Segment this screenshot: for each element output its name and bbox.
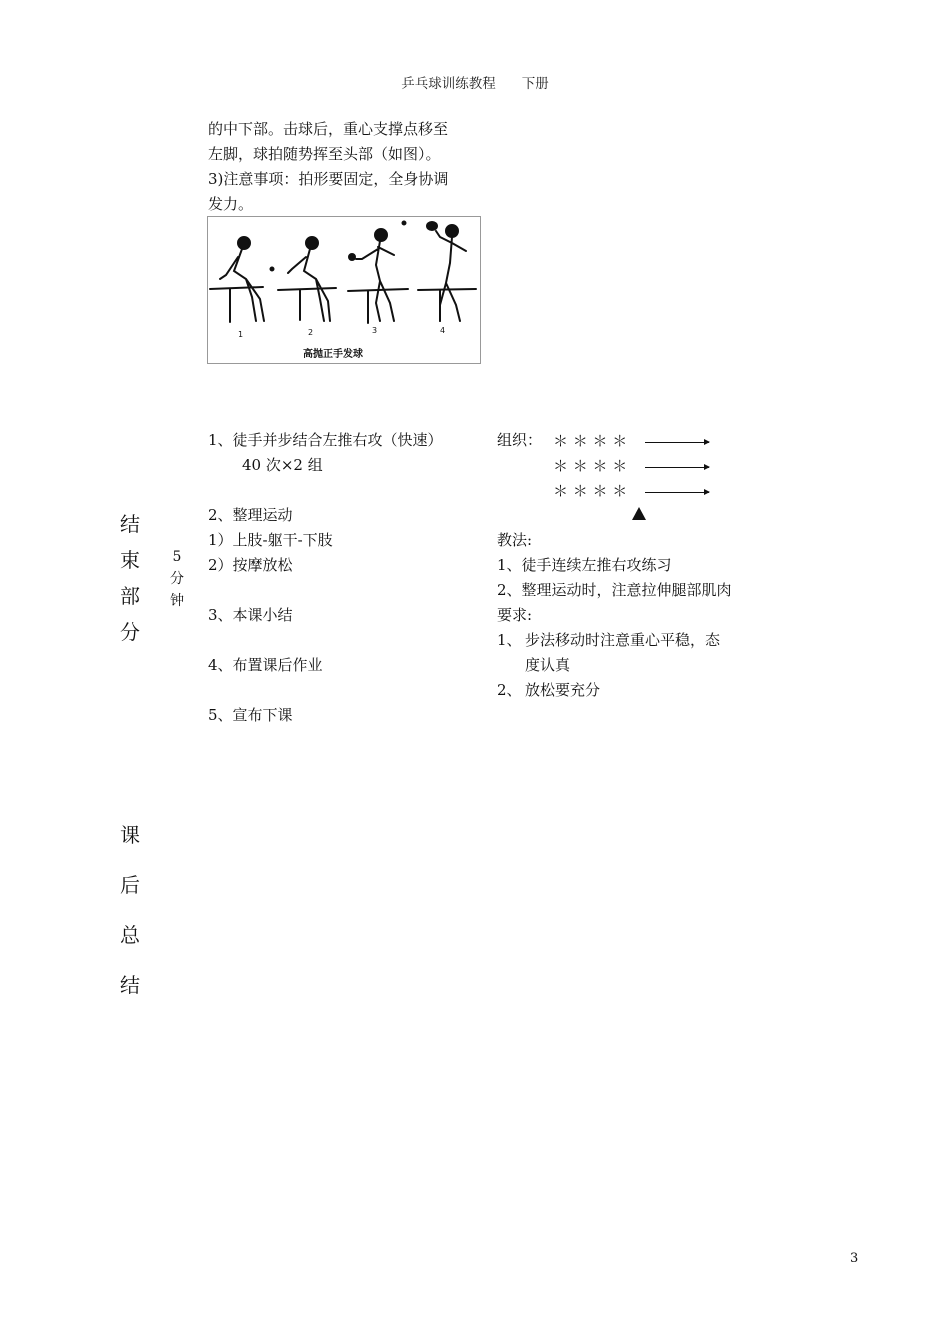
content-item-2: 2、整理运动: [208, 506, 293, 524]
frame-label-3: 3: [372, 326, 378, 335]
content-item-2-2: 2）按摩放松: [208, 556, 293, 574]
intro-line-3: 3)注意事项：拍形要固定，全身协调: [208, 170, 449, 188]
teaching-item-2: 2、整理运动时，注意拉伸腿部肌肉: [497, 581, 732, 599]
intro-line-2: 左脚，球拍随势挥至头部（如图）。: [208, 145, 441, 163]
page-header: [0, 72, 950, 92]
intro-line-4: 发力。: [208, 195, 254, 213]
frame-label-1: 1: [238, 330, 244, 339]
figure-caption: 高抛正手发球: [303, 349, 363, 360]
serve-illustration: [208, 217, 480, 363]
table-4: [418, 289, 476, 290]
requirement-1-cont: 度认真: [525, 656, 571, 674]
arrow-right-icon: [645, 442, 709, 443]
section-summary-label: 课 后 总 结: [120, 823, 140, 997]
frame-label-4: 4: [440, 326, 446, 335]
section-end-label: 结 束 部 分: [120, 512, 140, 644]
table-1: [210, 287, 263, 289]
formation-row-1: ＊ ＊ ＊ ＊: [553, 430, 709, 451]
content-item-2-1: 1）上肢-躯干-下肢: [208, 531, 333, 549]
table-2: [278, 288, 336, 290]
content-item-3: 3、本课小结: [208, 606, 293, 624]
teaching-label: 教法:: [497, 531, 533, 549]
content-item-1: 1、徒手并步结合左推右攻（快速）: [208, 431, 443, 449]
content-item-5: 5、宣布下课: [208, 706, 293, 724]
frame-label-2: 2: [308, 328, 314, 337]
formation-row-3: ＊ ＊ ＊ ＊: [553, 480, 709, 501]
requirement-1-text: 步法移动时注意重心平稳，态: [525, 631, 721, 649]
page-number: 3: [850, 1251, 859, 1266]
formation-row-2: ＊ ＊ ＊ ＊: [553, 455, 709, 476]
teaching-item-1: 1、徒手连续左推右攻练习: [497, 556, 672, 574]
requirement-2-num: 2、: [497, 681, 522, 699]
header-title: 乒乓球训练教程: [401, 76, 496, 92]
organization-label: 组织：: [497, 431, 543, 449]
requirement-2-text: 放松要充分: [525, 681, 601, 699]
section-end-duration: 5 分 钟: [170, 549, 184, 609]
requirement-1-num: 1、: [497, 631, 522, 649]
requirements-label: 要求:: [497, 606, 533, 624]
intro-line-1: 的中下部。击球后，重心支撑点移至: [208, 120, 449, 138]
content-item-4: 4、布置课后作业: [208, 656, 323, 674]
header-volume: 下册: [521, 76, 549, 92]
content-item-1-detail: 40 次×2 组: [242, 456, 323, 474]
arrow-right-icon: [645, 492, 709, 493]
serve-sequence-figure: [207, 216, 481, 364]
teacher-triangle-icon: [632, 507, 646, 520]
arrow-right-icon: [645, 467, 709, 468]
